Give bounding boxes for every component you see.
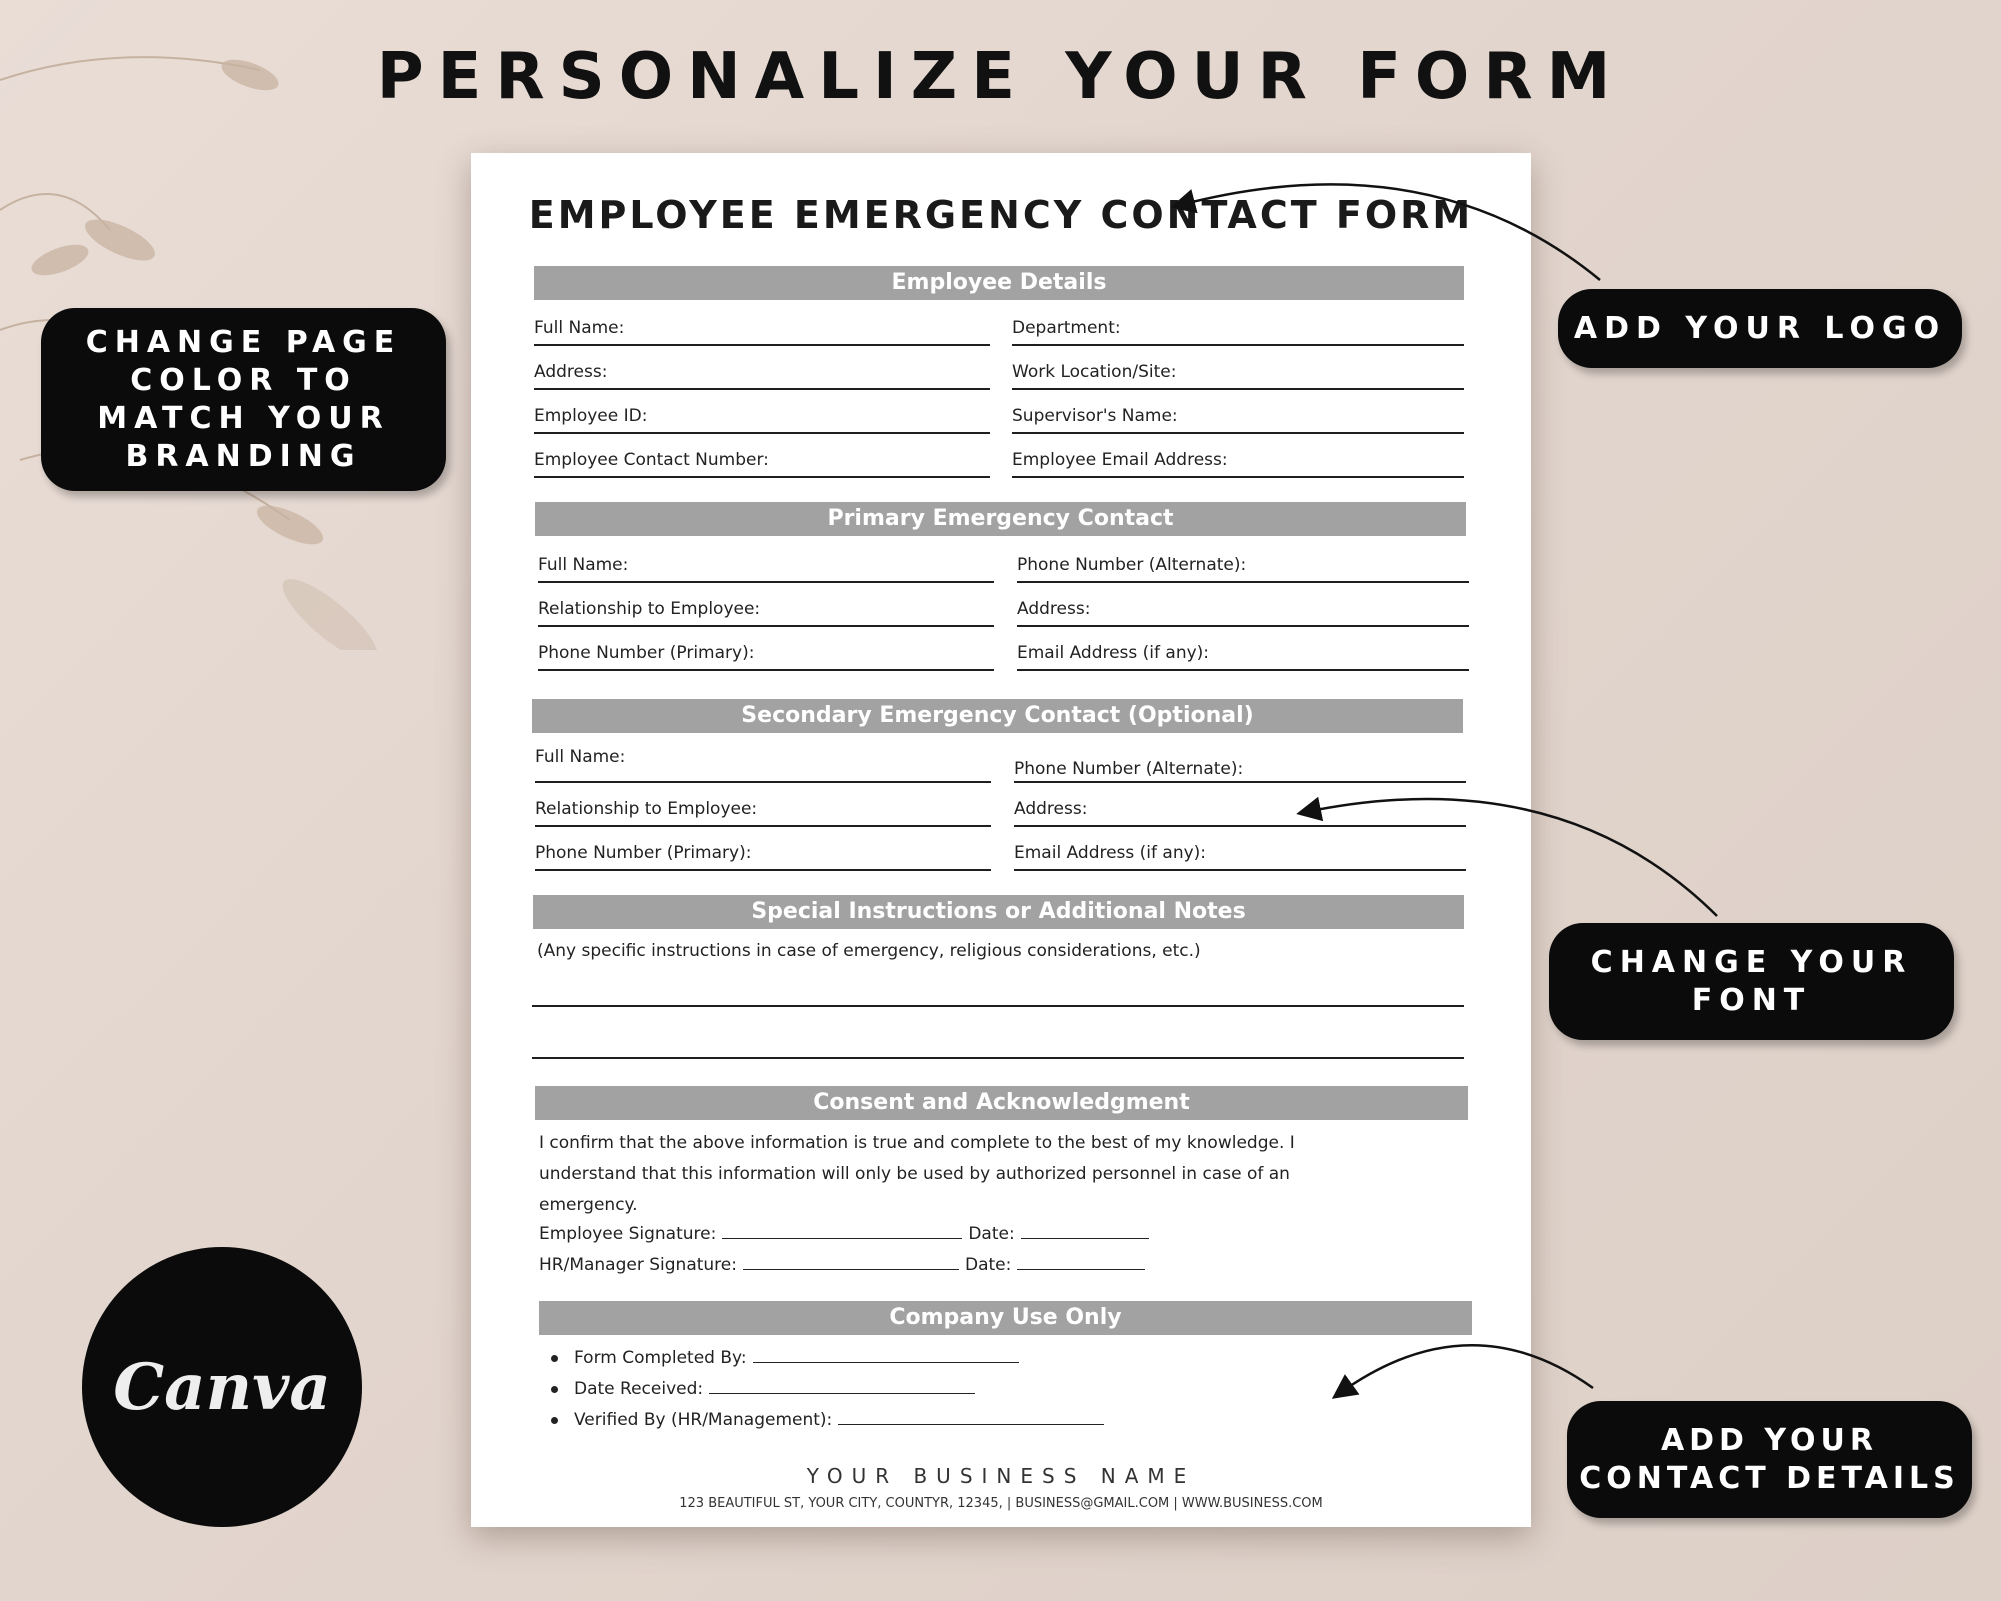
- verified-by-blank[interactable]: [838, 1410, 1104, 1425]
- callout-change-page-color: [41, 308, 446, 491]
- field-primary-full-name[interactable]: Full Name:: [538, 545, 994, 583]
- field-employee-contact-number[interactable]: Employee Contact Number:: [534, 440, 990, 478]
- canva-logo: [82, 1247, 362, 1527]
- hr-signature-blank[interactable]: [743, 1255, 959, 1270]
- field-employee-address[interactable]: Address:: [534, 352, 990, 390]
- company-use-item: [551, 1379, 981, 1399]
- callout-change-font-text: CHANGE YOUR FONT: [1590, 944, 1913, 1018]
- employee-date-blank[interactable]: [1021, 1224, 1149, 1239]
- company-use-item: [551, 1410, 1110, 1430]
- hr-date-blank[interactable]: [1017, 1255, 1145, 1270]
- section-header-special-instructions: Special Instructions or Additional Notes: [533, 895, 1464, 929]
- section-header-consent: Consent and Acknowledgment: [535, 1086, 1468, 1120]
- field-employee-full-name[interactable]: Full Name:: [534, 308, 990, 346]
- section-header-employee-details: Employee Details: [534, 266, 1464, 300]
- field-secondary-address[interactable]: Address:: [1014, 789, 1466, 827]
- notes-line-2[interactable]: [532, 1057, 1464, 1059]
- employee-signature-row: [539, 1224, 1155, 1244]
- date-received-blank[interactable]: [709, 1379, 975, 1394]
- canva-logo-text: Canva: [113, 1349, 331, 1425]
- section-header-secondary-contact: Secondary Emergency Contact (Optional): [532, 699, 1463, 733]
- field-employee-work-location[interactable]: Work Location/Site:: [1012, 352, 1464, 390]
- hr-signature-label: HR/Manager Signature:: [539, 1255, 737, 1275]
- employee-signature-blank[interactable]: [722, 1224, 962, 1239]
- field-primary-phone-alternate[interactable]: Phone Number (Alternate):: [1017, 545, 1469, 583]
- callout-change-page-color-text: CHANGE PAGE COLOR TO MATCH YOUR BRANDING: [85, 324, 402, 474]
- form-page: [471, 153, 1531, 1527]
- field-primary-relationship[interactable]: Relationship to Employee:: [538, 589, 994, 627]
- field-secondary-phone-alternate[interactable]: Phone Number (Alternate):: [1014, 745, 1466, 783]
- field-employee-department[interactable]: Department:: [1012, 308, 1464, 346]
- callout-add-logo-text: ADD YOUR LOGO: [1573, 310, 1947, 346]
- company-use-label: Date Received:: [574, 1379, 704, 1399]
- callout-change-font: [1549, 923, 1954, 1040]
- company-use-label: Verified By (HR/Management):: [574, 1410, 833, 1430]
- employee-signature-label: Employee Signature:: [539, 1224, 717, 1244]
- field-secondary-relationship[interactable]: Relationship to Employee:: [535, 789, 991, 827]
- company-use-item: [551, 1348, 1025, 1368]
- field-primary-address[interactable]: Address:: [1017, 589, 1469, 627]
- employee-date-label: Date:: [968, 1224, 1015, 1244]
- form-completed-by-blank[interactable]: [753, 1348, 1019, 1363]
- hr-signature-row: [539, 1255, 1151, 1275]
- field-supervisor-name[interactable]: Supervisor's Name:: [1012, 396, 1464, 434]
- company-use-label: Form Completed By:: [574, 1348, 747, 1368]
- form-title: EMPLOYEE EMERGENCY CONTACT FORM: [528, 193, 1474, 237]
- callout-add-contact-details: [1567, 1401, 1972, 1518]
- field-primary-email[interactable]: Email Address (if any):: [1017, 633, 1469, 671]
- page-headline: PERSONALIZE YOUR FORM: [376, 40, 1625, 114]
- field-secondary-email[interactable]: Email Address (if any):: [1014, 833, 1466, 871]
- bullet-icon: [551, 1386, 558, 1393]
- field-employee-id[interactable]: Employee ID:: [534, 396, 990, 434]
- notes-line-1[interactable]: [532, 1005, 1464, 1007]
- field-employee-email[interactable]: Employee Email Address:: [1012, 440, 1464, 478]
- business-name: YOUR BUSINESS NAME: [806, 1464, 1196, 1488]
- field-secondary-full-name[interactable]: Full Name:: [535, 745, 991, 783]
- section-header-primary-contact: Primary Emergency Contact: [535, 502, 1466, 536]
- special-instructions-hint: (Any specific instructions in case of emergency, religious considerations, etc.): [537, 941, 1201, 961]
- section-header-company-use: Company Use Only: [539, 1301, 1472, 1335]
- hr-date-label: Date:: [964, 1255, 1012, 1275]
- field-secondary-phone-primary[interactable]: Phone Number (Primary):: [535, 833, 991, 871]
- business-contact-line: 123 BEAUTIFUL ST, YOUR CITY, COUNTYR, 12345, | BUSINESS@GMAIL.COM | WWW.BUSINESS.COM: [679, 1496, 1323, 1511]
- callout-add-contact-details-text: ADD YOUR CONTACT DETAILS: [1579, 1422, 1960, 1496]
- consent-text: I confirm that the above information is true and complete to the best of my knowledge. I understand that this information will only be used by authorized personnel in case of an emergency.: [539, 1133, 1295, 1215]
- bullet-icon: [551, 1355, 558, 1362]
- bullet-icon: [551, 1417, 558, 1424]
- field-primary-phone-primary[interactable]: Phone Number (Primary):: [538, 633, 994, 671]
- callout-add-logo: [1558, 289, 1962, 368]
